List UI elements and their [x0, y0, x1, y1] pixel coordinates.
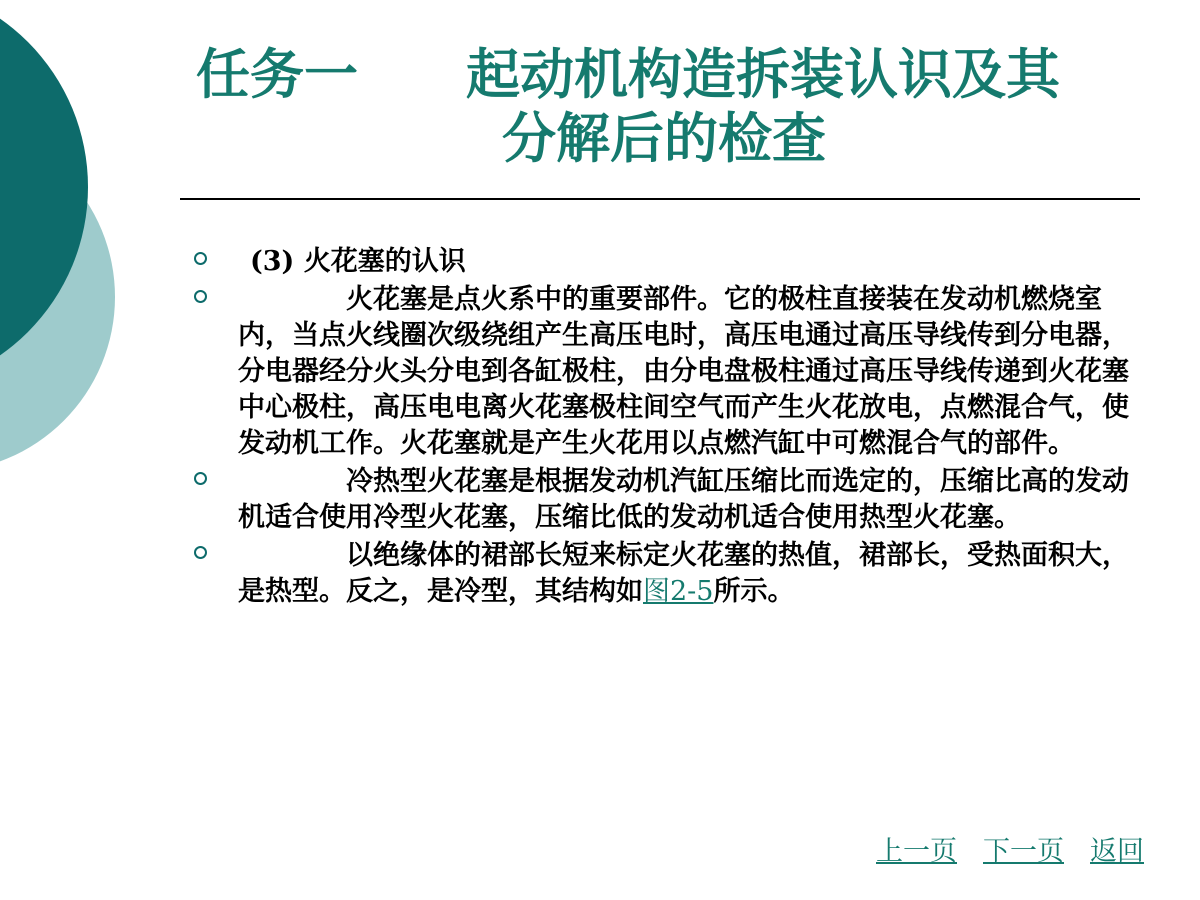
footer-navigation — [876, 834, 1144, 870]
content-list — [190, 244, 1140, 612]
list-item — [190, 538, 1140, 610]
list-item — [190, 244, 1140, 280]
paragraph-text: 以绝缘体的裙部长短来标定火花塞的热值，裙部长，受热面积大，是热型。反之，是冷型，其结构如 — [238, 540, 1129, 607]
title-prefix: 任务一 — [196, 42, 358, 106]
list-item — [190, 464, 1140, 536]
title-main: 起动机构造拆装认识及其 — [466, 42, 1060, 106]
slide-title — [180, 42, 1140, 170]
title-line-2: 分解后的检查 — [502, 106, 826, 170]
paragraph-text: 冷热型火花塞是根据发动机汽缸压缩比而选定的，压缩比高的发动机适合使用冷型火花塞，压缩比低的发动机适合使用热型火花塞。 — [238, 466, 1129, 533]
next-page-link[interactable]: 下一页 — [983, 836, 1064, 867]
hollow-circle-bullet-icon — [194, 290, 207, 303]
title-line-1 — [180, 42, 1140, 106]
section-heading: (3) 火花塞的认识 — [250, 246, 466, 277]
hollow-circle-bullet-icon — [194, 472, 207, 485]
prev-page-link[interactable]: 上一页 — [876, 836, 957, 867]
title-divider — [180, 198, 1140, 200]
paragraph-text: 火花塞是点火系中的重要部件。它的极柱直接装在发动机燃烧室内，当点火线圈次级绕组产生高压电时，高压电通过高压导线传到分电器，分电器经分火头分电到各缸极柱，由分电盘极柱通过高压导线传递到火花塞中心极柱，高压电电离火花塞极柱间空气而产生火花放电，点燃混合气，使发动机工作。火花塞就是产生火花用以点燃汽缸中可燃混合气的部件。 — [238, 284, 1129, 459]
hollow-circle-bullet-icon — [194, 252, 207, 265]
list-item — [190, 282, 1140, 462]
hollow-circle-bullet-icon — [194, 546, 207, 559]
back-link[interactable]: 返回 — [1090, 836, 1144, 867]
paragraph-text-end: 所示。 — [713, 576, 795, 607]
figure-link[interactable]: 图2-5 — [643, 576, 714, 607]
